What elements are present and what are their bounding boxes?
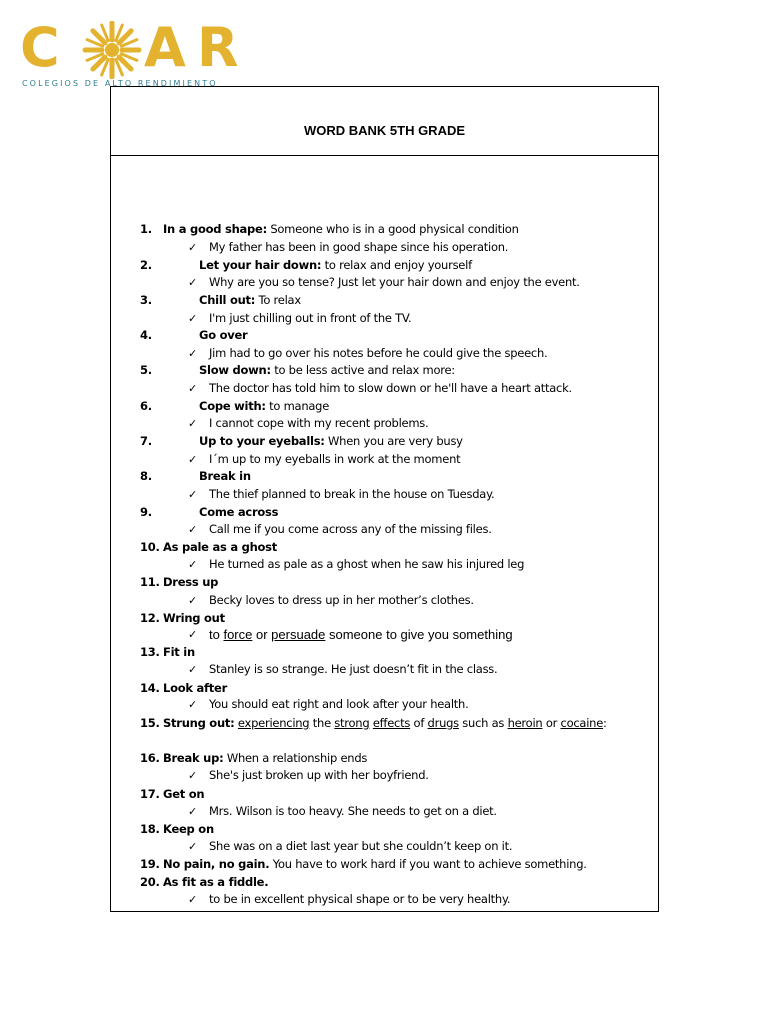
example-sentence bbox=[209, 239, 508, 256]
logo-letter-a: A bbox=[144, 16, 186, 79]
item-term bbox=[163, 874, 268, 891]
example-sentence bbox=[209, 626, 513, 643]
item-number: 12. bbox=[140, 611, 160, 625]
item-number: 16. bbox=[140, 751, 160, 765]
check-icon: ✓ bbox=[188, 382, 197, 395]
term-label: As pale as a ghost bbox=[163, 540, 278, 554]
term-label: Chill out: bbox=[199, 293, 256, 307]
definition-part: the bbox=[309, 716, 335, 730]
example-part: Call me if you come across any of the missing files. bbox=[209, 522, 492, 536]
example-line bbox=[0, 767, 768, 784]
term-definition: To relax bbox=[255, 293, 301, 307]
term-definition: to be less active and relax more: bbox=[270, 363, 455, 377]
example-part: persuade bbox=[271, 627, 326, 642]
item-term bbox=[199, 362, 455, 379]
list-item bbox=[0, 398, 768, 415]
item-number: 19. bbox=[140, 857, 160, 871]
list-item bbox=[0, 468, 768, 485]
item-number: 20. bbox=[140, 875, 160, 889]
item-term bbox=[163, 221, 519, 238]
item-number: 15. bbox=[140, 716, 160, 730]
list-item bbox=[0, 221, 768, 238]
example-part: He turned as pale as a ghost when he saw his injured leg bbox=[209, 557, 525, 571]
example-sentence bbox=[209, 891, 510, 908]
item-number: 6. bbox=[140, 399, 152, 413]
example-line bbox=[0, 661, 768, 678]
list-item bbox=[0, 856, 768, 873]
example-line bbox=[0, 521, 768, 538]
item-term bbox=[163, 644, 195, 661]
example-sentence bbox=[209, 696, 469, 713]
example-line bbox=[0, 592, 768, 609]
list-item bbox=[0, 257, 768, 274]
item-number: 9. bbox=[140, 505, 152, 519]
item-term bbox=[163, 821, 214, 838]
term-label: Keep on bbox=[163, 822, 214, 836]
list-item bbox=[0, 644, 768, 661]
example-line bbox=[0, 239, 768, 256]
list-item bbox=[0, 539, 768, 556]
check-icon: ✓ bbox=[188, 805, 197, 818]
list-item bbox=[0, 574, 768, 591]
check-icon: ✓ bbox=[188, 488, 197, 501]
table-header-cell bbox=[111, 87, 658, 156]
definition-part: cocaine bbox=[560, 716, 604, 730]
example-line bbox=[0, 486, 768, 503]
example-part: She's just broken up with her boyfriend. bbox=[209, 768, 429, 782]
check-icon: ✓ bbox=[188, 893, 197, 906]
example-line bbox=[0, 310, 768, 327]
example-line bbox=[0, 380, 768, 397]
definition-part: or bbox=[542, 716, 561, 730]
example-sentence bbox=[209, 592, 474, 609]
example-part: I´m up to my eyeballs in work at the moment bbox=[209, 452, 461, 466]
item-term bbox=[163, 574, 218, 591]
example-sentence bbox=[209, 803, 497, 820]
example-part: You should eat right and look after your health. bbox=[209, 697, 469, 711]
check-icon: ✓ bbox=[188, 523, 197, 536]
example-part: force bbox=[223, 627, 253, 642]
check-icon: ✓ bbox=[188, 769, 197, 782]
term-definition: to manage bbox=[265, 399, 330, 413]
item-term bbox=[163, 786, 204, 803]
term-label: Go over bbox=[199, 328, 248, 342]
definition-part: drugs bbox=[427, 716, 459, 730]
definition-part: of bbox=[410, 716, 428, 730]
check-icon: ✓ bbox=[188, 312, 197, 325]
list-item bbox=[0, 327, 768, 344]
list-item bbox=[0, 680, 768, 697]
example-sentence bbox=[209, 521, 492, 538]
item-term bbox=[199, 257, 472, 274]
term-definition: to relax and enjoy yourself bbox=[321, 258, 472, 272]
example-line bbox=[0, 451, 768, 468]
example-line bbox=[0, 345, 768, 362]
list-item bbox=[0, 504, 768, 521]
item-number: 7. bbox=[140, 434, 152, 448]
term-definition: When you are very busy bbox=[324, 434, 463, 448]
list-item bbox=[0, 786, 768, 803]
example-sentence bbox=[209, 838, 512, 855]
item-number: 8. bbox=[140, 469, 152, 483]
example-sentence bbox=[209, 274, 580, 291]
term-label: Get on bbox=[163, 787, 205, 801]
item-term bbox=[199, 398, 329, 415]
example-line bbox=[0, 626, 768, 643]
check-icon: ✓ bbox=[188, 417, 197, 430]
example-sentence bbox=[209, 451, 460, 468]
example-line bbox=[0, 891, 768, 908]
check-icon: ✓ bbox=[188, 558, 197, 571]
sun-icon bbox=[82, 21, 142, 79]
example-line bbox=[0, 838, 768, 855]
item-term bbox=[199, 468, 251, 485]
list-item bbox=[0, 362, 768, 379]
item-term bbox=[163, 539, 277, 556]
item-term bbox=[199, 292, 301, 309]
example-part: Why are you so tense? Just let your hair down and enjoy the event. bbox=[209, 275, 580, 289]
example-part: The thief planned to break in the house on Tuesday. bbox=[209, 487, 495, 501]
item-term bbox=[199, 433, 463, 450]
list-item bbox=[0, 821, 768, 838]
example-sentence bbox=[209, 380, 572, 397]
list-item bbox=[0, 292, 768, 309]
check-icon: ✓ bbox=[188, 241, 197, 254]
example-part: someone to give you something bbox=[325, 627, 513, 642]
term-label: In a good shape: bbox=[163, 222, 267, 236]
item-number: 18. bbox=[140, 822, 160, 836]
item-number: 11. bbox=[140, 575, 160, 589]
item-number: 2. bbox=[140, 258, 152, 272]
item-term bbox=[163, 680, 227, 697]
item-term bbox=[199, 504, 278, 521]
example-part: Mrs. Wilson is too heavy. She needs to get on a diet. bbox=[209, 804, 497, 818]
definition-part: : bbox=[603, 716, 607, 730]
example-part: The doctor has told him to slow down or he'll have a heart attack. bbox=[209, 381, 572, 395]
term-definition: When a relationship ends bbox=[223, 751, 368, 765]
item-number: 5. bbox=[140, 363, 152, 377]
term-label: As fit as a fiddle. bbox=[163, 875, 269, 889]
definition-part: experiencing bbox=[237, 716, 310, 730]
item-term bbox=[199, 327, 247, 344]
example-part: to be in excellent physical shape or to be very healthy. bbox=[209, 892, 511, 906]
definition-part: heroin bbox=[507, 716, 543, 730]
term-label: Strung out: bbox=[163, 716, 235, 730]
example-part: I cannot cope with my recent problems. bbox=[209, 416, 429, 430]
check-icon: ✓ bbox=[188, 347, 197, 360]
term-label: Slow down: bbox=[199, 363, 271, 377]
example-line bbox=[0, 696, 768, 713]
check-icon: ✓ bbox=[188, 276, 197, 289]
check-icon: ✓ bbox=[188, 594, 197, 607]
term-definition: Someone who is in a good physical condition bbox=[266, 222, 519, 236]
item-number: 10. bbox=[140, 540, 160, 554]
item-term bbox=[163, 856, 587, 873]
item-number: 13. bbox=[140, 645, 160, 659]
list-item bbox=[0, 750, 768, 767]
example-part: I'm just chilling out in front of the TV. bbox=[209, 311, 412, 325]
example-part: My father has been in good shape since his operation. bbox=[209, 240, 509, 254]
term-label: Look after bbox=[163, 681, 228, 695]
term-label: Cope with: bbox=[199, 399, 266, 413]
item-number: 4. bbox=[140, 328, 152, 342]
term-label: Fit in bbox=[163, 645, 195, 659]
definition-part: effects bbox=[372, 716, 411, 730]
example-sentence bbox=[209, 415, 428, 432]
item-number: 17. bbox=[140, 787, 160, 801]
term-label: Let your hair down: bbox=[199, 258, 322, 272]
item-term bbox=[163, 750, 367, 767]
term-label: Come across bbox=[199, 505, 279, 519]
term-definition: You have to work hard if you want to achieve something. bbox=[269, 857, 587, 871]
coar-logo bbox=[20, 18, 250, 93]
term-label: No pain, no gain. bbox=[163, 857, 270, 871]
term-label: Break up: bbox=[163, 751, 224, 765]
example-line bbox=[0, 415, 768, 432]
check-icon: ✓ bbox=[188, 663, 197, 676]
list-item bbox=[0, 874, 768, 891]
example-part: She was on a diet last year but she couldn’t keep on it. bbox=[209, 839, 513, 853]
item-number: 3. bbox=[140, 293, 152, 307]
definition-part: strong bbox=[334, 716, 370, 730]
list-item bbox=[0, 715, 768, 732]
term-label: Break in bbox=[199, 469, 251, 483]
item-term bbox=[163, 610, 225, 627]
term-label: Dress up bbox=[163, 575, 219, 589]
example-line bbox=[0, 803, 768, 820]
example-part: or bbox=[252, 627, 272, 642]
logo-subtitle: COLEGIOS DE ALTO RENDIMIENTO bbox=[22, 79, 218, 88]
check-icon: ✓ bbox=[188, 628, 197, 641]
definition-part: such as bbox=[458, 716, 508, 730]
item-term bbox=[163, 715, 607, 732]
example-line bbox=[0, 274, 768, 291]
example-part: Stanley is so strange. He just doesn’t fit in the class. bbox=[209, 662, 498, 676]
example-part: Becky loves to dress up in her mother’s clothes. bbox=[209, 593, 474, 607]
example-sentence bbox=[209, 486, 494, 503]
example-sentence bbox=[209, 556, 524, 573]
check-icon: ✓ bbox=[188, 453, 197, 466]
example-line bbox=[0, 556, 768, 573]
example-sentence bbox=[209, 310, 411, 327]
example-sentence bbox=[209, 661, 497, 678]
example-part: to bbox=[209, 627, 224, 642]
list-item bbox=[0, 610, 768, 627]
logo-letter-c: C bbox=[20, 16, 60, 79]
term-label: Wring out bbox=[163, 611, 225, 625]
item-number: 1. bbox=[140, 222, 152, 236]
term-label: Up to your eyeballs: bbox=[199, 434, 325, 448]
check-icon: ✓ bbox=[188, 840, 197, 853]
item-number: 14. bbox=[140, 681, 160, 695]
list-item bbox=[0, 433, 768, 450]
logo-letter-r: R bbox=[197, 16, 239, 79]
check-icon: ✓ bbox=[188, 698, 197, 711]
example-part: Jim had to go over his notes before he could give the speech. bbox=[209, 346, 548, 360]
example-sentence bbox=[209, 767, 429, 784]
document-title: WORD BANK 5TH GRADE bbox=[303, 123, 466, 138]
example-sentence bbox=[209, 345, 547, 362]
